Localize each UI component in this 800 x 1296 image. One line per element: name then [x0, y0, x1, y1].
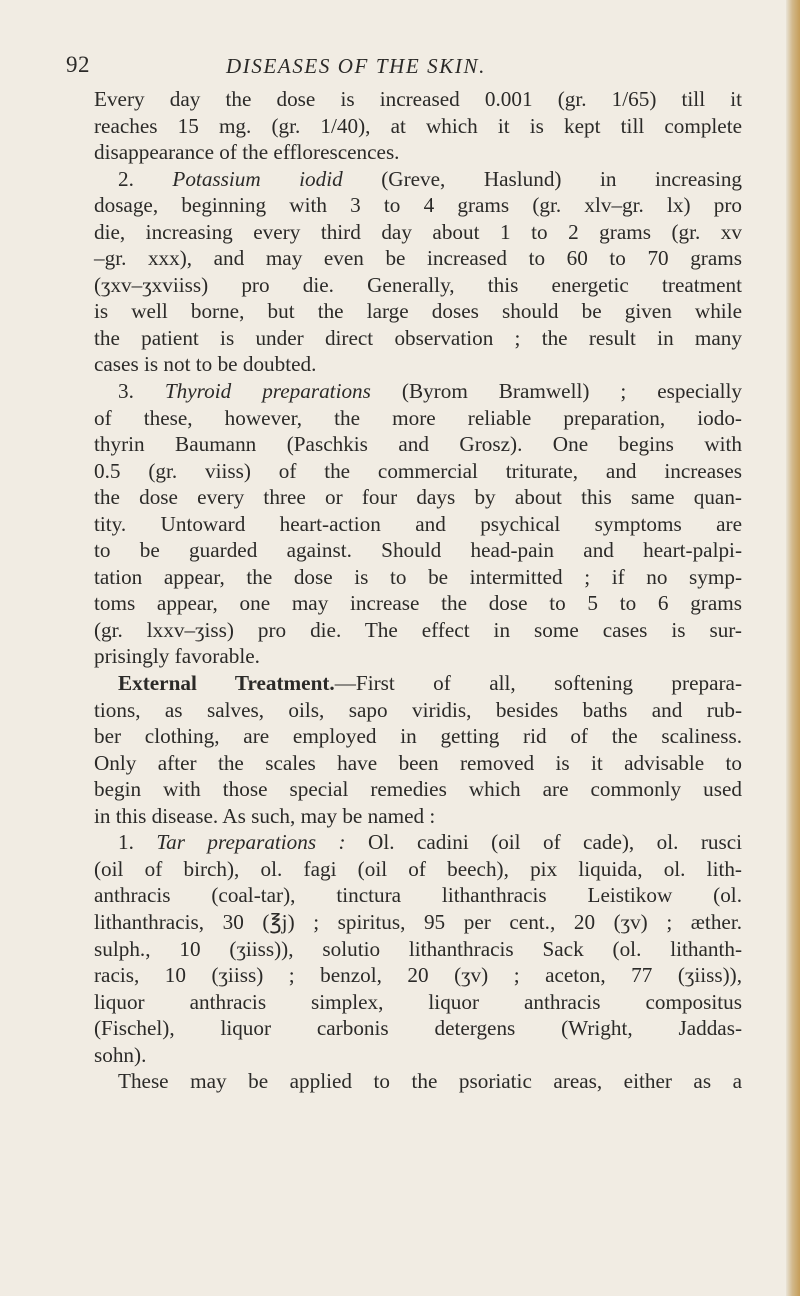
- text-line: reaches 15 mg. (gr. 1/40), at which it is kept till complete: [94, 113, 742, 138]
- text-line: racis, 10 (ʒiiss) ; benzol, 20 (ʒv) ; aceton, 77 (ʒiiss)),: [94, 963, 742, 988]
- text-line: disappearance of the efflorescences.: [94, 140, 400, 165]
- emphasis-thyroid-preparations: Thyroid preparations: [164, 379, 371, 404]
- text-line: ber clothing, are employed in getting rid of the scaliness.: [94, 724, 742, 749]
- text-line: thyrin Baumann (Paschkis and Grosz). One begins with: [94, 432, 742, 457]
- page-edge: [786, 0, 800, 1296]
- text-line: These may be applied to the psoriatic areas, either as a: [118, 1069, 742, 1094]
- emphasis-tar-preparations: Tar preparations :: [156, 830, 346, 855]
- text-line: Every day the dose is increased 0.001 (gr. 1/65) till it: [94, 87, 742, 111]
- text-line: the patient is under direct observation ; the result in many: [94, 325, 742, 350]
- text-line: (oil of birch), ol. fagi (oil of beech), pix liquida, ol. lith-: [94, 856, 742, 881]
- text-line: liquor anthracis simplex, liquor anthracis compositus: [94, 989, 742, 1014]
- text-line: Only after the scales have been removed is it advisable to: [94, 750, 742, 775]
- text-line: die, increasing every third day about 1 to 2 grams (gr. xv: [94, 219, 742, 244]
- text-line: prisingly favorable.: [94, 644, 260, 669]
- text-line: in this disease. As such, may be named :: [94, 803, 436, 828]
- text-line: lithanthracis, 30 (℥j) ; spiritus, 95 per cent., 20 (ʒv) ; æther.: [94, 909, 742, 934]
- text-line: External Treatment.—First of all, softening prepara-: [118, 671, 742, 696]
- text-line: (ʒxv–ʒxviiss) pro die. Generally, this energetic treatment: [94, 272, 742, 297]
- text-line: sulph., 10 (ʒiiss)), solutio lithanthracis Sack (ol. lithanth-: [94, 936, 742, 961]
- text-line: 3. Thyroid preparations (Byrom Bramwell) ; especially: [118, 379, 742, 404]
- text-line: –gr. xxx), and may even be increased to 60 to 70 grams: [94, 246, 742, 271]
- text-line: (gr. lxxv–ʒiss) pro die. The effect in some cases is sur-: [94, 617, 742, 642]
- page-header: [66, 52, 716, 82]
- emphasis-potassium-iodid: Potassium iodid: [172, 166, 343, 191]
- text-line: to be guarded against. Should head-pain and heart-palpi-: [94, 538, 742, 563]
- text-line: dosage, beginning with 3 to 4 grams (gr. xlv–gr. lx) pro: [94, 193, 742, 218]
- text-line: (Fischel), liquor carbonis detergens (Wright, Jaddas-: [94, 1016, 742, 1041]
- text-line: tions, as salves, oils, sapo viridis, besides baths and rub-: [94, 697, 742, 722]
- running-head: DISEASES OF THE SKIN.: [226, 54, 486, 78]
- heading-external-treatment: External Treatment.: [118, 671, 335, 696]
- text-line: toms appear, one may increase the dose to 5 to 6 grams: [94, 591, 742, 616]
- text-line: of these, however, the more reliable preparation, iodo-: [94, 405, 742, 430]
- text-line: tity. Untoward heart-action and psychical symptoms are: [94, 511, 742, 536]
- text-line: is well borne, but the large doses should be given while: [94, 299, 742, 324]
- text-line: begin with those special remedies which are commonly used: [94, 777, 742, 802]
- text-line: 0.5 (gr. viiss) of the commercial triturate, and increases: [94, 458, 742, 483]
- page-number: 92: [66, 52, 90, 77]
- text-line: 2. Potassium iodid (Greve, Haslund) in increasing: [118, 166, 743, 191]
- text-line: sohn).: [94, 1042, 147, 1067]
- text-line: anthracis (coal-tar), tinctura lithanthracis Leistikow (ol.: [94, 883, 742, 908]
- text-line: 1. Tar preparations : Ol. cadini (oil of cade), ol. rusci: [118, 830, 743, 855]
- body-text: [94, 86, 742, 1095]
- text-line: the dose every three or four days by about this same quan-: [94, 485, 742, 510]
- text-line: tation appear, the dose is to be intermitted ; if no symp-: [94, 564, 742, 589]
- text-line: cases is not to be doubted.: [94, 352, 317, 377]
